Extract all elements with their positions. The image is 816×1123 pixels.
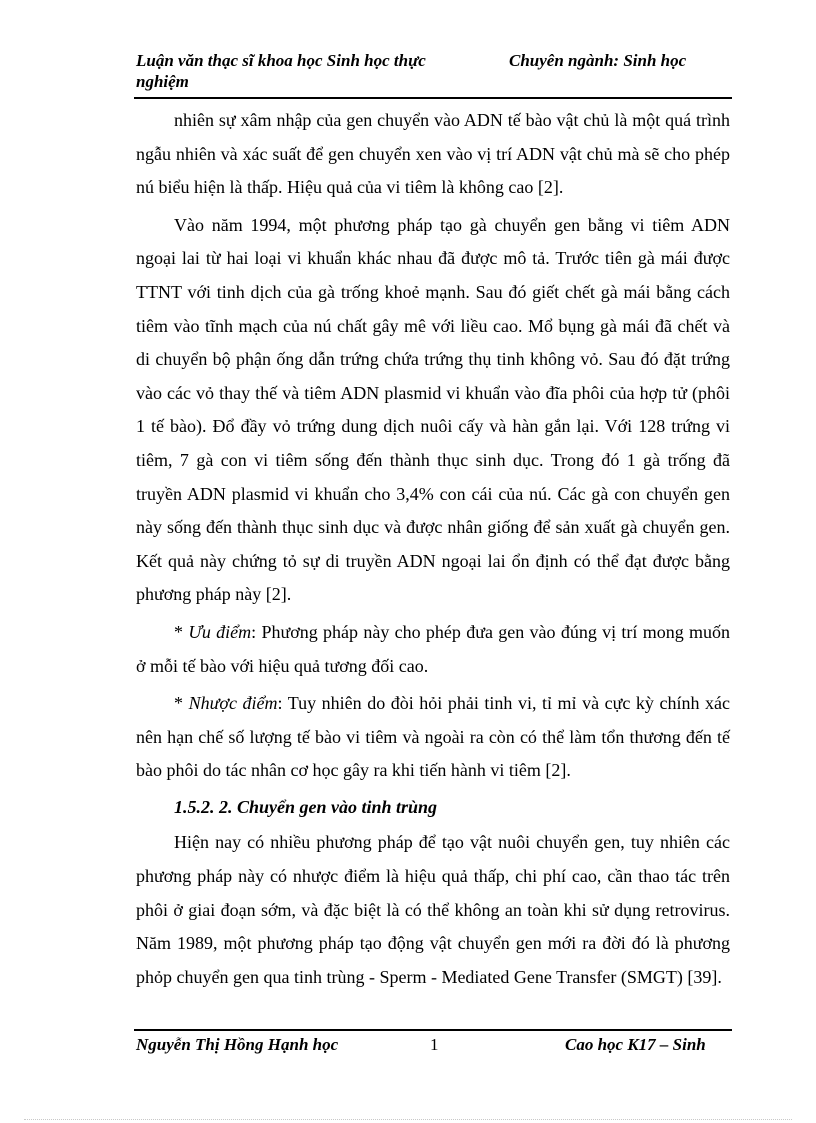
advantages-text: : Phương pháp này cho phép đưa gen vào đúng vị trí mong muốn ở mỗi tế bào với hiệu quả tương đối cao. bbox=[136, 621, 731, 676]
section-heading: 1.5.2. 2. Chuyển gen vào tinh trùng bbox=[174, 796, 438, 817]
advantages-label: Ưu điểm bbox=[188, 621, 252, 642]
page-bottom-dotted-line bbox=[24, 1119, 792, 1120]
header-left-title: Luận văn thạc sĩ khoa học Sinh học thực nghiệm bbox=[136, 51, 426, 91]
bullet-marker: * bbox=[174, 621, 189, 642]
header-rule bbox=[134, 97, 732, 99]
footer-author: Nguyễn Thị Hồng Hạnh học bbox=[136, 1035, 339, 1054]
footer-rule bbox=[134, 1029, 732, 1031]
header-right-title: Chuyên ngành: Sinh học bbox=[509, 51, 687, 70]
disadvantages-label: Nhược điểm bbox=[188, 693, 278, 714]
disadvantages-text: : Tuy nhiên do đòi hỏi phải tinh vi, tỉ mỉ và cực kỳ chính xác nên hạn chế số lượng tế bào vi tiêm và ngoài ra còn có thể làm tổn thương đến tế bào phôi do tác nhân cơ học gây ra khi tiến hành vi tiêm [2]. bbox=[136, 693, 730, 781]
paragraph-2: Vào năm 1994, một phương pháp tạo gà chuyển gen bằng vi tiêm ADN ngoại lai từ hai loại vi khuẩn khác nhau đã được mô tả. Trước tiên gà mái được TTNT với tinh dịch của gà trống khoẻ mạnh. Sau đó giết chết gà mái bằng cách tiêm vào tĩnh mạch của nú chất gây mê với liều cao. Mổ bụng gà mái đã chết và di chuyển bộ phận ống dẫn trứng chứa trứng thụ tinh không vỏ. Sau đó đặt trứng vào các vỏ thay thế và tiêm ADN plasmid vi khuẩn vào đĩa phôi của hợp tử (phôi 1 tế bào). Đổ đầy vỏ trứng dung dịch nuôi cấy và hàn gắn lại. Với 128 trứng vi tiêm, 7 gà con vi tiêm sống đến thành thục sinh dục. Trong đó 1 gà trống đã truyền ADN plasmid vi khuẩn cho 3,4% con cái của nú. Các gà con chuyển gen này sống đến thành thục sinh dục và được nhân giống để sản xuất gà chuyển gen. Kết quả này chứng tỏ sự di truyền ADN ngoại lai ổn định có thể đạt được bằng phương pháp này [2]. bbox=[136, 214, 730, 605]
paragraph-5: Hiện nay có nhiều phương pháp để tạo vật nuôi chuyển gen, tuy nhiên các phương pháp này có nhược điểm là hiệu quả thấp, chi phí cao, cần thao tác trên phôi ở giai đoạn sớm, và đặc biệt là có thể không an toàn khi sử dụng retrovirus. Năm 1989, một phương pháp tạo động vật chuyển gen mới ra đời đó là phương phỏp chuyển gen qua tinh trùng - Sperm - Mediated Gene Transfer (SMGT) [39]. bbox=[136, 832, 730, 987]
footer-right: Cao học K17 – Sinh bbox=[565, 1035, 706, 1054]
paragraph-1: nhiên sự xâm nhập của gen chuyển vào ADN tế bào vật chủ là một quá trình ngẫu nhiên và xác suất để gen chuyển xen vào vị trí ADN vật chủ mà sẽ cho phép nú biểu hiện là thấp. Hiệu quả của vi tiêm là không cao [2]. bbox=[136, 110, 730, 198]
paragraph-advantages bbox=[136, 616, 730, 683]
paragraph-disadvantages bbox=[136, 687, 730, 788]
page-number: 1 bbox=[430, 1035, 439, 1054]
bullet-marker: * bbox=[174, 693, 189, 714]
document-body bbox=[136, 104, 730, 994]
